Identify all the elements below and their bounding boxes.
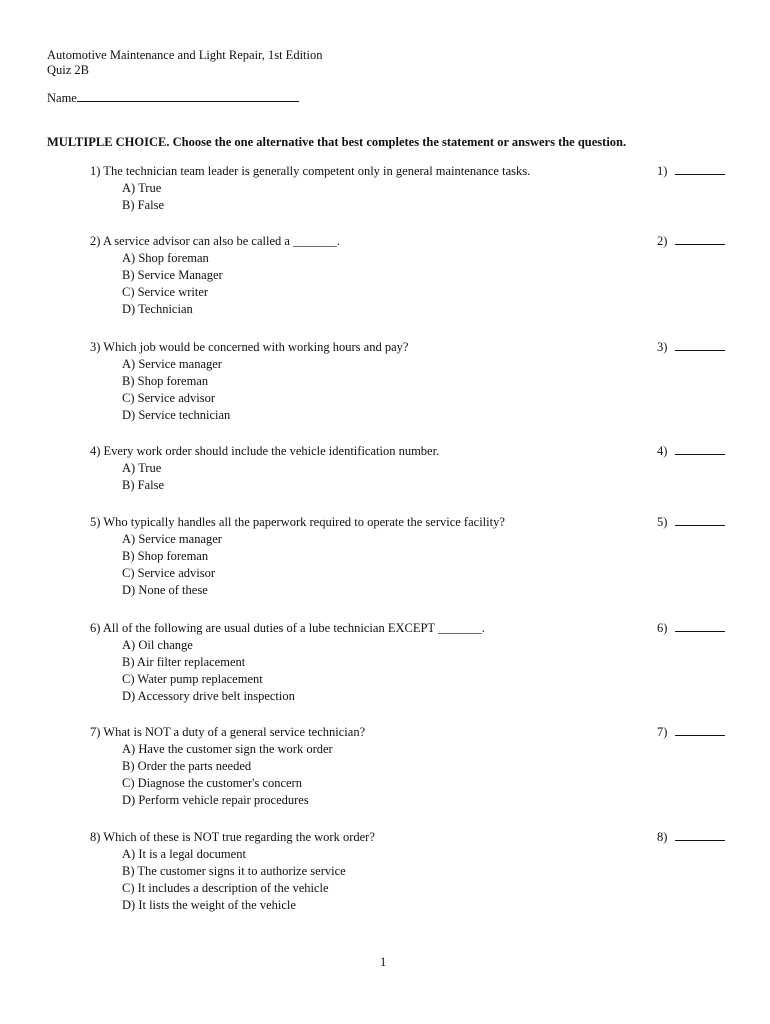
answer-choice: A) Oil change xyxy=(122,638,193,652)
answer-choice: A) Service manager xyxy=(122,532,222,546)
answer-choice: A) Service manager xyxy=(122,357,222,371)
answer-choice: B) False xyxy=(122,198,165,212)
answer-choice: C) Service writer xyxy=(122,285,209,299)
answer-choice: B) Order the parts needed xyxy=(122,759,252,773)
answer-slot xyxy=(657,340,725,355)
answer-blank[interactable] xyxy=(675,725,725,736)
question-stem: 1) The technician team leader is generally competent only in general maintenance tasks. xyxy=(90,164,531,178)
answer-blank[interactable] xyxy=(675,164,725,175)
quiz-title: Quiz 2B xyxy=(47,63,90,77)
answer-choice: B) Shop foreman xyxy=(122,374,209,388)
answer-number: 1) xyxy=(657,164,668,178)
answer-slot xyxy=(657,164,725,179)
answer-choice: C) Service advisor xyxy=(122,566,216,580)
answer-slot xyxy=(657,830,725,845)
answer-slot xyxy=(657,444,725,459)
answer-choice: C) It includes a description of the vehicle xyxy=(122,881,329,895)
answer-number: 7) xyxy=(657,725,668,739)
answer-choice: D) It lists the weight of the vehicle xyxy=(122,898,296,912)
question-stem: 7) What is NOT a duty of a general service technician? xyxy=(90,725,366,739)
answer-choice: C) Water pump replacement xyxy=(122,672,263,686)
name-label: Name xyxy=(47,91,77,105)
section-instructions: MULTIPLE CHOICE. Choose the one alternative that best completes the statement or answers the question. xyxy=(47,135,627,149)
question-stem: 6) All of the following are usual duties of a lube technician EXCEPT _______. xyxy=(90,621,485,635)
answer-choice: C) Diagnose the customer's concern xyxy=(122,776,302,790)
answer-number: 2) xyxy=(657,234,668,248)
question-stem: 8) Which of these is NOT true regarding the work order? xyxy=(90,830,375,844)
answer-choice: D) Perform vehicle repair procedures xyxy=(122,793,309,807)
answer-number: 5) xyxy=(657,515,668,529)
answer-choice: B) Shop foreman xyxy=(122,549,209,563)
answer-number: 3) xyxy=(657,340,668,354)
answer-slot xyxy=(657,621,725,636)
answer-number: 8) xyxy=(657,830,668,844)
answer-choice: B) False xyxy=(122,478,165,492)
answer-blank[interactable] xyxy=(675,515,725,526)
answer-choice: A) It is a legal document xyxy=(122,847,246,861)
answer-choice: D) Service technician xyxy=(122,408,231,422)
name-row xyxy=(47,90,299,106)
answer-choice: A) Shop foreman xyxy=(122,251,209,265)
answer-number: 6) xyxy=(657,621,668,635)
answer-number: 4) xyxy=(657,444,668,458)
course-title: Automotive Maintenance and Light Repair, 1st Edition xyxy=(47,48,323,62)
answer-choice: B) Air filter replacement xyxy=(122,655,246,669)
answer-slot xyxy=(657,725,725,740)
answer-choice: A) True xyxy=(122,181,162,195)
answer-blank[interactable] xyxy=(675,830,725,841)
answer-choice: D) None of these xyxy=(122,583,208,597)
answer-blank[interactable] xyxy=(675,444,725,455)
answer-choice: B) Service Manager xyxy=(122,268,223,282)
answer-blank[interactable] xyxy=(675,234,725,245)
answer-blank[interactable] xyxy=(675,621,725,632)
answer-slot xyxy=(657,234,725,249)
answer-choice: D) Accessory drive belt inspection xyxy=(122,689,295,703)
answer-choice: B) The customer signs it to authorize service xyxy=(122,864,346,878)
answer-choice: D) Technician xyxy=(122,302,193,316)
question-stem: 3) Which job would be concerned with working hours and pay? xyxy=(90,340,409,354)
answer-blank[interactable] xyxy=(675,340,725,351)
answer-choice: C) Service advisor xyxy=(122,391,216,405)
question-stem: 4) Every work order should include the vehicle identification number. xyxy=(90,444,440,458)
page-number: 1 xyxy=(380,955,387,969)
name-blank[interactable] xyxy=(77,90,299,102)
answer-choice: A) True xyxy=(122,461,162,475)
answer-choice: A) Have the customer sign the work order xyxy=(122,742,333,756)
question-stem: 5) Who typically handles all the paperwork required to operate the service facility? xyxy=(90,515,505,529)
question-stem: 2) A service advisor can also be called a _______. xyxy=(90,234,340,248)
answer-slot xyxy=(657,515,725,530)
